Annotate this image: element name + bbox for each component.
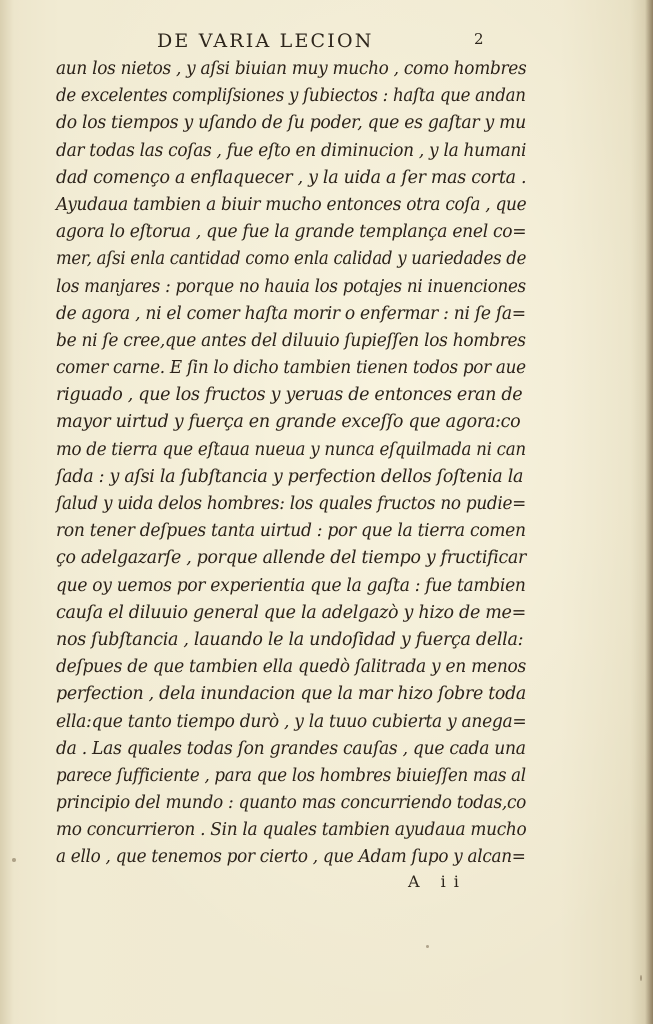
text-line: ſalud y uida delos hombres: los quales fructos no pudie= (56, 494, 527, 514)
text-line: a ello , que tenemos por cierto , que Adam ſupo y alcan= (56, 847, 526, 868)
signature-mark: A ii (408, 872, 467, 891)
text-line: ço adelgazarſe , porque allende del tiempo y fructificar (56, 548, 527, 569)
page-edge-shadow (645, 0, 653, 1024)
text-line: da . Las quales todas ſon grandes cauſas , que cada una (56, 738, 526, 759)
text-line: nos ſubſtancia , lauando le la undoſidad y fuerça della: (56, 629, 524, 650)
text-line: mo concurrieron . Sin la quales tambien ayudaua mucho (56, 820, 527, 841)
page-number: 2 (474, 30, 484, 48)
text-line: cauſa el diluuio general que la adelgazò y hizo de me= (56, 602, 526, 623)
paper-speck (12, 858, 16, 862)
paper-speck (426, 945, 429, 948)
text-line: comer carne. E ſin lo dicho tambien tienen todos por aue (56, 358, 526, 379)
text-line: de agora , ni el comer haſta morir o enfermar : ni ſe ſa= (56, 303, 526, 324)
text-line: dar todas las coſas , fue eſto en diminucion , y la humani (56, 140, 527, 161)
text-line: riguado , que los fructos y yeruas de entonces eran de (56, 385, 523, 406)
text-line: ron tener deſpues tanta uirtud : por que la tierra comen (56, 521, 526, 542)
text-line: Ayudaua tambien a biuir mucho entonces otra coſa , que (56, 194, 527, 215)
text-line: mer, aſsi enla cantidad como enla calidad y uariedades de (56, 249, 527, 270)
text-line: mayor uirtud y fuerça en grande exceſſo que agora:co (56, 412, 521, 433)
text-line: principio del mundo : quanto mas concurriendo todas,co (56, 793, 527, 814)
text-line: ſada : y aſsi la ſubſtancia y perfection dellos ſoſtenia la (56, 466, 524, 487)
text-line: perfection , dela inundacion que la mar hizo ſobre toda (56, 684, 527, 705)
text-line: aun los nietos , y aſsi biuian muy mucho , como hombres (56, 59, 527, 79)
text-line: parece ſufficiente , para que los hombres biuieſſen mas al (56, 765, 526, 786)
text-line: be ni ſe cree,que antes del diluuio ſupieſſen los hombres (56, 330, 526, 351)
paper-speck (640, 975, 642, 981)
body-text (56, 56, 526, 872)
text-line: agora lo eſtorua , que fue la grande templança enel co= (56, 222, 527, 243)
text-line: deſpues de que tambien ella quedò ſalitrada y en menos (56, 657, 526, 678)
running-title: DE VARIA LECION (157, 30, 374, 52)
text-line: dad començo a enflaquecer , y la uida a ſer mas corta . (56, 167, 527, 188)
text-line: que oy uemos por experientia que la gaſta : fue tambien (56, 575, 526, 596)
text-line: los manjares : porque no hauia los potajes ni inuenciones (56, 276, 526, 297)
text-line: de excelentes compliſsiones y ſubiectos : haſta que andan (56, 86, 526, 107)
text-line: mo de tierra que eſtaua nueua y nunca eſquilmada ni can (56, 439, 526, 460)
text-line: ella:que tanto tiempo durò , y la tuuo cubierta y anega= (56, 711, 527, 732)
page-header (0, 30, 653, 54)
text-line: do los tiempos y uſando de ſu poder, que es gaſtar y mu (56, 113, 526, 134)
